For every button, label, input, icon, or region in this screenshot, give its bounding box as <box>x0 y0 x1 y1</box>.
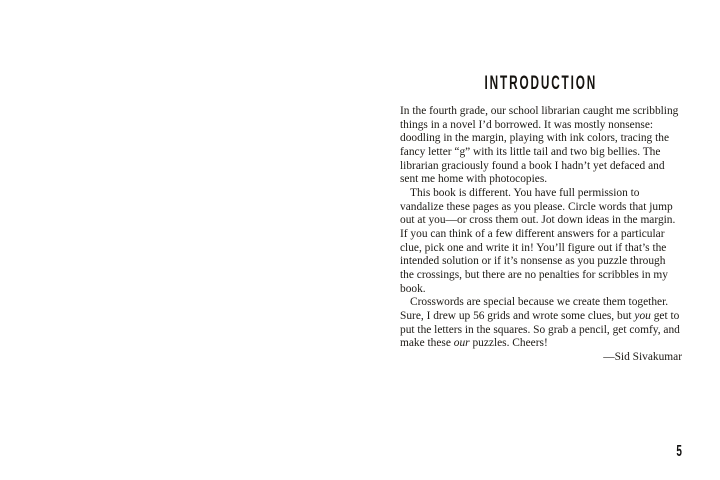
text-line <box>400 119 682 133</box>
text-segment: librarian graciously found a book I hadn’t yet defaced and <box>400 159 665 172</box>
text-segment: vandalize these pages as you please. Circle words that jump <box>400 200 673 213</box>
text-line <box>400 132 682 146</box>
body-paragraph <box>400 105 682 187</box>
text-segment: Sure, I drew up 56 grids and wrote some clues, but <box>400 309 635 322</box>
text-line <box>400 337 682 351</box>
text-segment: puzzles. Cheers! <box>469 337 548 350</box>
text-segment: out at you—or cross them out. Jot down ideas in the margin. <box>400 214 676 227</box>
text-line <box>400 255 682 269</box>
text-segment: put the letters in the squares. So grab a pencil, get comfy, and <box>400 323 680 336</box>
text-line <box>400 242 682 256</box>
text-segment: things in a novel I’d borrowed. It was mostly nonsense: <box>400 118 654 131</box>
text-segment: In the fourth grade, our school librarian caught me scribbling <box>400 105 679 117</box>
italic-text: our <box>453 337 470 350</box>
text-block <box>400 74 682 364</box>
body-paragraph <box>400 296 682 351</box>
page-title <box>400 74 682 93</box>
text-line <box>400 146 682 160</box>
text-segment: book. <box>400 282 426 295</box>
text-segment: the crossings, but there are no penalties for scribbles in my <box>400 268 668 281</box>
text-line <box>400 173 682 187</box>
body-text <box>400 105 682 351</box>
text-segment: make these <box>400 337 454 350</box>
page-number-text: 5 <box>676 443 682 460</box>
text-line <box>400 310 682 324</box>
text-segment: clue, pick one and write it in! You’ll figure out if that’s the <box>400 241 667 254</box>
text-segment: get to <box>650 309 680 322</box>
text-line <box>400 105 682 119</box>
text-line <box>400 296 682 310</box>
text-segment: Crosswords are special because we create them together. <box>410 296 669 309</box>
italic-text: you <box>634 309 651 322</box>
text-line <box>400 228 682 242</box>
author-signature: —Sid Sivakumar <box>603 350 682 363</box>
text-line <box>400 201 682 215</box>
text-segment: This book is different. You have full permission to <box>410 186 640 199</box>
text-segment: doodling in the margin, playing with ink colors, tracing the <box>400 132 670 145</box>
text-segment: intended solution or if it’s nonsense as you puzzle through <box>400 255 666 268</box>
text-line <box>400 214 682 228</box>
text-line <box>400 269 682 283</box>
page-number <box>400 444 682 460</box>
text-line <box>400 324 682 338</box>
text-line <box>400 283 682 297</box>
text-line <box>400 160 682 174</box>
text-line <box>400 187 682 201</box>
text-segment: fancy letter “g” with its little tail and two big bellies. The <box>400 145 661 158</box>
body-paragraph <box>400 187 682 296</box>
page-title-text: INTRODUCTION <box>484 73 598 94</box>
text-segment: sent me home with photocopies. <box>400 173 548 186</box>
text-segment: If you can think of a few different answers for a particular <box>400 227 665 240</box>
